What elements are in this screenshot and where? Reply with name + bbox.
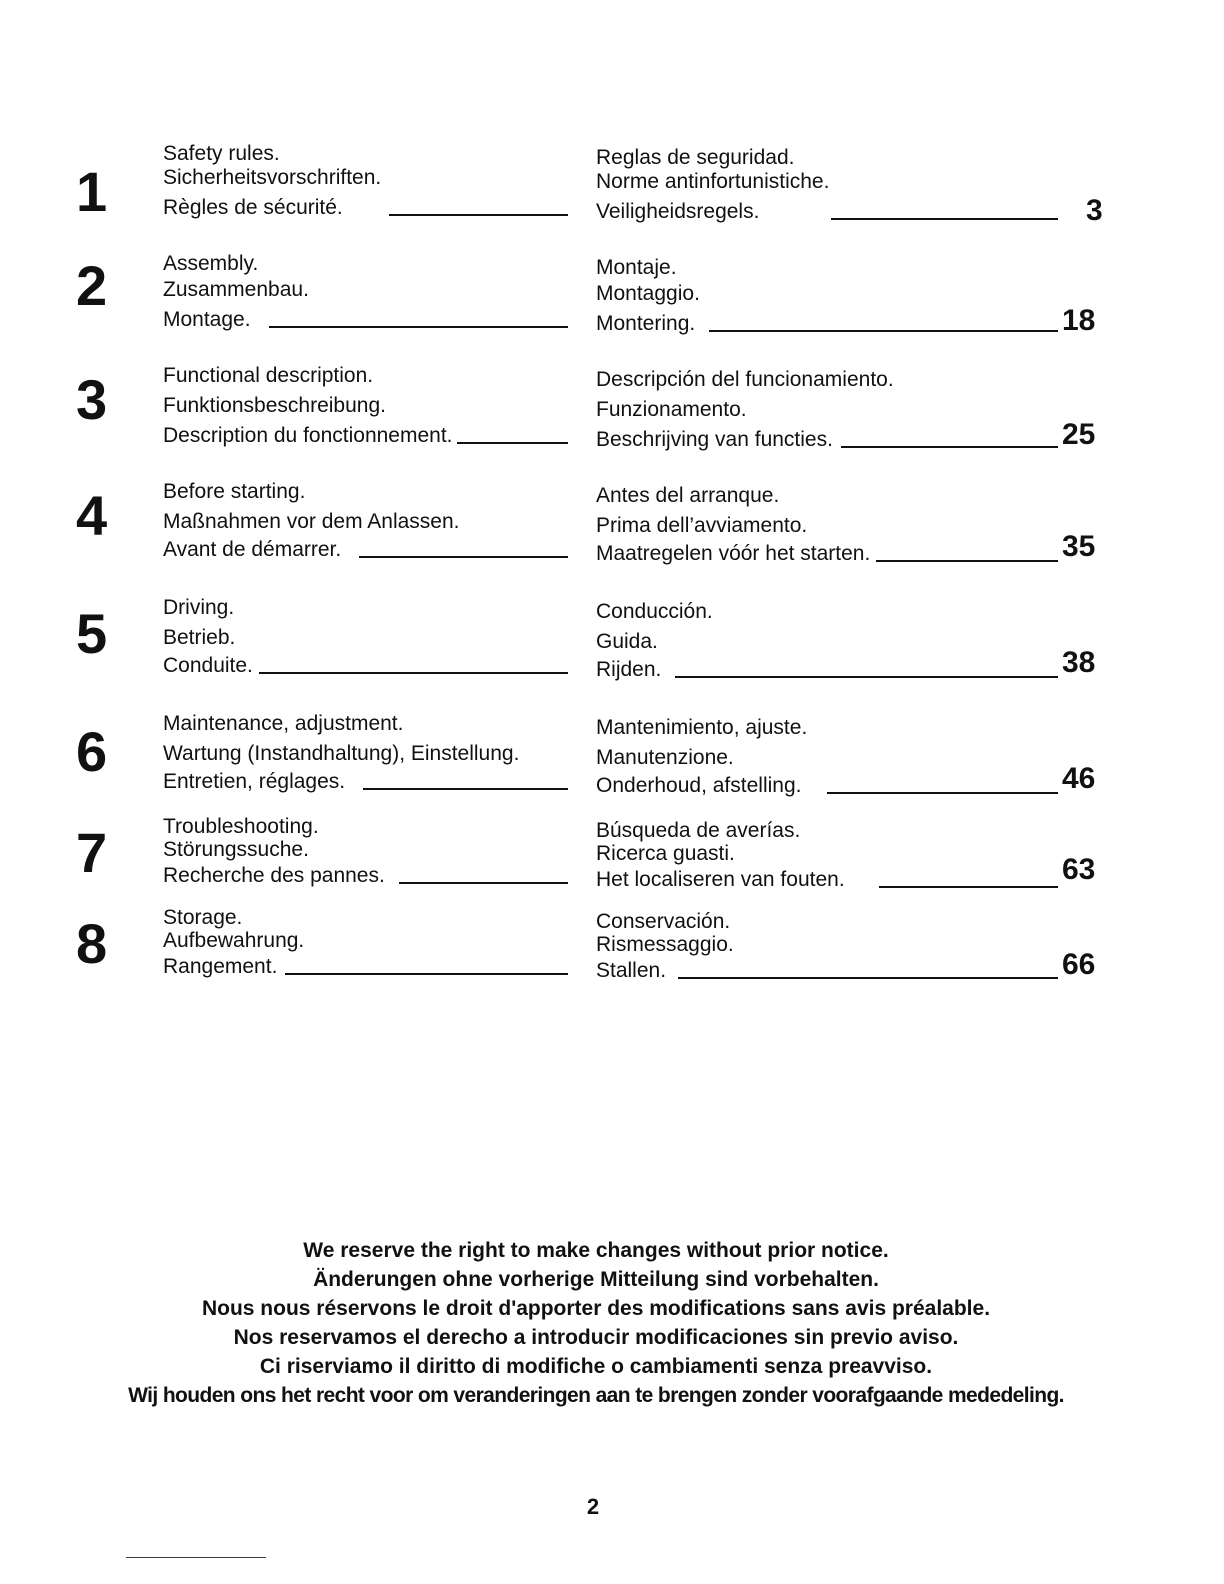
entry-text-es: Conservación.: [596, 910, 731, 933]
entry-text-en: Storage.: [163, 906, 243, 929]
entry-text-it: Manutenzione.: [596, 746, 734, 769]
leader-line: [827, 792, 1058, 794]
leader-line: [389, 214, 568, 216]
leader-line: [675, 676, 1058, 678]
entry-text-es: Montaje.: [596, 256, 677, 279]
entry-text-nl: Onderhoud, afstelling.: [596, 774, 802, 797]
entry-text-it: Rismessaggio.: [596, 933, 734, 956]
entry-text-fr: Recherche des pannes.: [163, 864, 385, 887]
entry-text-nl: Veiligheidsregels.: [596, 200, 760, 223]
section-number: 2: [76, 254, 108, 317]
page-reference: 3: [1086, 194, 1103, 227]
section-number: 1: [76, 160, 108, 223]
entry-text-fr: Avant de démarrer.: [163, 538, 342, 561]
entry-text-en: Functional description.: [163, 364, 374, 387]
entry-right-column: [596, 146, 1058, 224]
entry-text-de: Funktionsbeschreibung.: [163, 394, 386, 417]
entry-text-en: Troubleshooting.: [163, 815, 319, 838]
entry-text-it: Funzionamento.: [596, 398, 747, 421]
entry-text-it: Montaggio.: [596, 282, 700, 305]
leader-line: [359, 556, 568, 558]
entry-text-de: Wartung (Instandhaltung), Einstellung.: [163, 742, 520, 765]
entry-text-it: Prima dell’avviamento.: [596, 514, 808, 537]
entry-right-column: [596, 596, 1058, 682]
entry-text-es: Reglas de seguridad.: [596, 146, 795, 169]
entry-left-column: [163, 142, 568, 220]
notice-line-en: We reserve the right to make changes without prior notice.: [303, 1239, 889, 1262]
entry-text-de: Aufbewahrung.: [163, 929, 305, 952]
entry-text-en: Assembly.: [163, 252, 259, 275]
entry-text-es: Antes del arranque.: [596, 484, 780, 507]
entry-text-de: Maßnahmen vor dem Anlassen.: [163, 510, 460, 533]
leader-line: [709, 330, 1058, 332]
entry-text-fr: Description du fonctionnement.: [163, 424, 453, 447]
page-reference: 63: [1062, 853, 1096, 886]
entry-text-it: Ricerca guasti.: [596, 842, 735, 865]
leader-line: [457, 442, 569, 444]
entry-text-en: Driving.: [163, 596, 235, 619]
entry-left-column: [163, 592, 568, 678]
leader-line: [399, 882, 568, 884]
entry-text-es: Descripción del funcionamiento.: [596, 368, 894, 391]
leader-line: [879, 886, 1058, 888]
entry-text-nl: Het localiseren van fouten.: [596, 868, 845, 891]
section-number: 3: [76, 368, 108, 431]
entry-right-column: [596, 480, 1058, 566]
page-reference: 18: [1062, 304, 1096, 337]
section-number: 7: [76, 821, 108, 884]
entry-left-column: [163, 360, 568, 448]
page-number: 2: [586, 1494, 600, 1519]
section-number: 6: [76, 720, 108, 783]
entry-text-es: Búsqueda de averías.: [596, 819, 801, 842]
entry-text-fr: Montage.: [163, 308, 251, 331]
leader-line: [259, 672, 568, 674]
leader-line: [876, 560, 1058, 562]
entry-left-column: [163, 815, 568, 888]
entry-left-column: [163, 250, 568, 332]
entry-text-de: Störungssuche.: [163, 838, 309, 861]
page-reference: 38: [1062, 646, 1096, 679]
section-number: 4: [76, 484, 108, 547]
page-reference: 46: [1062, 762, 1096, 795]
entry-text-es: Conducción.: [596, 600, 713, 623]
notice-line-nl: Wij houden ons het recht voor om veranderingen aan te brengen zonder voorafgaande mededeling.: [128, 1384, 1064, 1407]
leader-line: [363, 788, 568, 790]
leader-line: [841, 446, 1058, 448]
change-notice: [0, 1236, 1192, 1410]
entry-text-de: Zusammenbau.: [163, 278, 309, 301]
entry-text-nl: Maatregelen vóór het starten.: [596, 542, 871, 565]
entry-text-fr: Conduite.: [163, 654, 253, 677]
entry-text-es: Mantenimiento, ajuste.: [596, 716, 808, 739]
entry-text-nl: Beschrijving van functies.: [596, 428, 833, 451]
entry-text-nl: Stallen.: [596, 959, 667, 982]
entry-right-column: [596, 254, 1058, 336]
page-reference: 25: [1062, 418, 1096, 451]
notice-line-it: Ci riserviamo il diritto di modifiche o cambiamenti senza preavviso.: [259, 1355, 933, 1378]
entry-text-de: Sicherheitsvorschriften.: [163, 166, 382, 189]
entry-right-column: [596, 712, 1058, 798]
entry-text-fr: Rangement.: [163, 955, 278, 978]
leader-line: [831, 218, 1058, 220]
leader-line: [678, 977, 1058, 979]
leader-line: [269, 326, 568, 328]
entry-text-it: Guida.: [596, 630, 658, 653]
entry-text-en: Before starting.: [163, 480, 306, 503]
entry-text-en: Maintenance, adjustment.: [163, 712, 404, 735]
leader-line: [285, 973, 568, 975]
entry-left-column: [163, 476, 568, 562]
entry-text-it: Norme antinfortunistiche.: [596, 170, 830, 193]
entry-left-column: [163, 906, 568, 979]
entry-right-column: [596, 364, 1058, 452]
entry-text-fr: Entretien, réglages.: [163, 770, 346, 793]
page-reference: 66: [1062, 948, 1096, 981]
entry-text-en: Safety rules.: [163, 142, 280, 165]
entry-text-de: Betrieb.: [163, 626, 236, 649]
section-number: 5: [76, 602, 108, 665]
entry-right-column: [596, 819, 1058, 892]
entry-text-fr: Règles de sécurité.: [163, 196, 343, 219]
section-number: 8: [76, 912, 108, 975]
entry-text-nl: Montering.: [596, 312, 696, 335]
entry-right-column: [596, 910, 1058, 983]
entry-text-nl: Rijden.: [596, 658, 662, 681]
entry-left-column: [163, 708, 568, 794]
notice-line-es: Nos reservamos el derecho a introducir modificaciones sin previo aviso.: [233, 1326, 959, 1349]
footer-rule: [126, 1557, 266, 1558]
notice-line-fr: Nous nous réservons le droit d'apporter des modifications sans avis préalable.: [201, 1297, 991, 1320]
page-reference: 35: [1062, 530, 1096, 563]
notice-line-de: Änderungen ohne vorherige Mitteilung sind vorbehalten.: [313, 1268, 879, 1291]
